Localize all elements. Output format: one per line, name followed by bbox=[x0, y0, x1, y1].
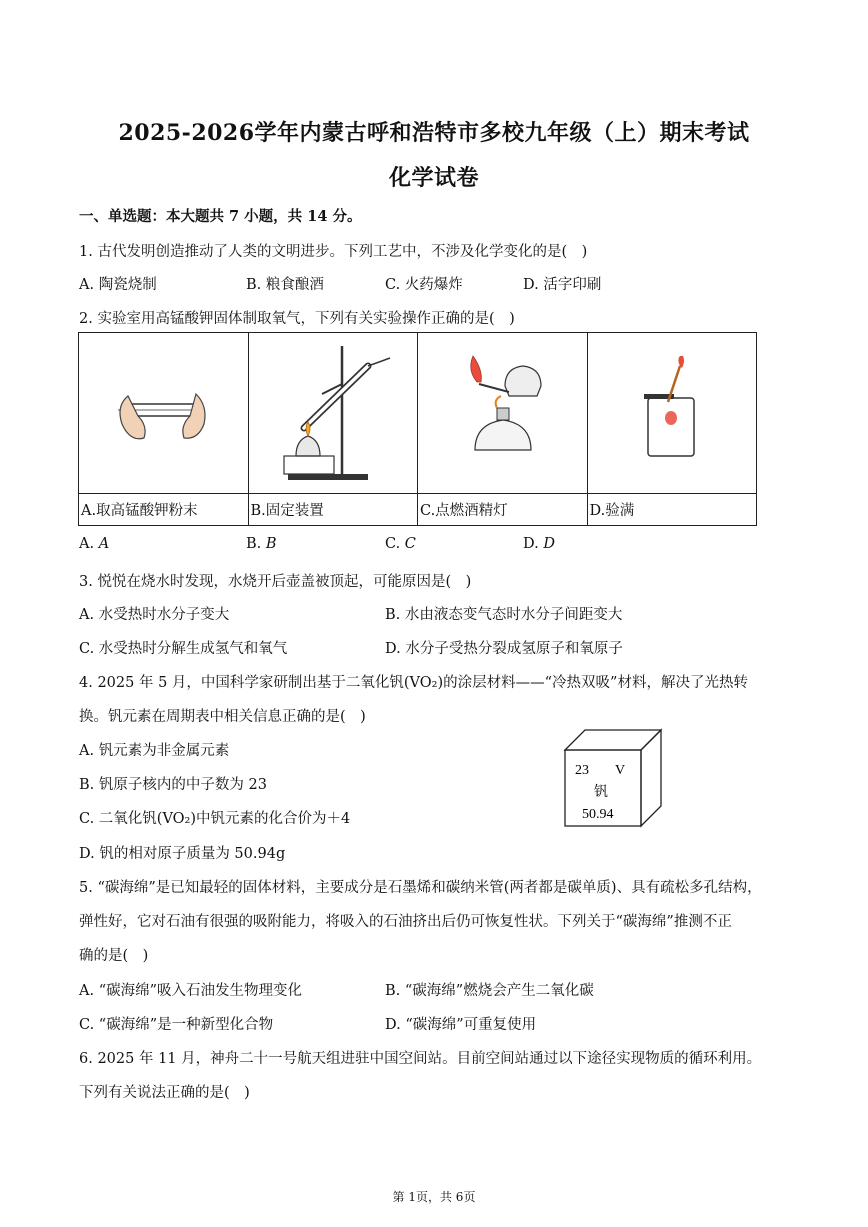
q5-option-d: D. “碳海绵”可重复使用 bbox=[385, 1017, 537, 1033]
element-name: 钒 bbox=[594, 784, 608, 800]
q5-stem-line3: 确的是( ) bbox=[79, 948, 149, 964]
q3-stem: 3. 悦悦在烧水时发现，水烧开后壶盖被顶起，可能原因是( ) bbox=[79, 574, 472, 590]
q3-option-a: A. 水受热时水分子变大 bbox=[79, 607, 230, 623]
q2-stem: 2. 实验室用高锰酸钾固体制取氧气，下列有关实验操作正确的是( ) bbox=[79, 311, 515, 327]
q5-stem-line2: 弹性好，它对石油有很强的吸附能力，将吸入的石油挤出后仍可恢复性状。下列关于“碳海绵”推测不正 bbox=[79, 914, 732, 930]
q2-caption-a: A.取高锰酸钾粉末 bbox=[79, 494, 249, 526]
q2-figure-d bbox=[587, 333, 757, 494]
q1-stem: 1. 古代发明创造推动了人类的文明进步。下列工艺中，不涉及化学变化的是( ) bbox=[79, 244, 588, 260]
q6-stem-line1: 6. 2025 年 11 月，神舟二十一号航天组进驻中国空间站。目前空间站通过以下途径实现物质的循环利用。 bbox=[79, 1051, 762, 1067]
q2-caption-d: D.验满 bbox=[587, 494, 757, 526]
hands-holding-tube-icon bbox=[108, 366, 218, 456]
q1-option-b: B. 粮食酿酒 bbox=[246, 277, 324, 293]
q2-figure-a bbox=[79, 333, 249, 494]
q1-option-c: C. 火药爆炸 bbox=[385, 277, 463, 293]
q2-figure-b bbox=[248, 333, 418, 494]
q5-stem-line1: 5. “碳海绵”是已知最轻的固体材料，主要成分是石墨烯和碳纳米管(两者都是碳单质)、具有疏松多孔结构， bbox=[79, 880, 762, 896]
exam-subtitle: 化学试卷 bbox=[388, 165, 479, 191]
q2-caption-c: C.点燃酒精灯 bbox=[418, 494, 588, 526]
element-atomic-number: 23 bbox=[575, 763, 589, 778]
q6-stem-line2: 下列有关说法正确的是( ) bbox=[79, 1085, 250, 1101]
q4-option-d: D. 钒的相对原子质量为 50.94g bbox=[79, 846, 286, 862]
q5-option-c: C. “碳海绵”是一种新型化合物 bbox=[79, 1017, 274, 1033]
q5-option-b: B. “碳海绵”燃烧会产生二氧化碳 bbox=[385, 983, 594, 999]
q2-caption-b: B.固定装置 bbox=[248, 494, 418, 526]
q2-operations-table bbox=[78, 332, 757, 526]
exam-title: 2025-2026学年内蒙古呼和浩特市多校九年级（上）期末考试 bbox=[118, 120, 750, 146]
q3-option-d: D. 水分子受热分裂成氢原子和氧原子 bbox=[385, 641, 623, 657]
q2-figure-c bbox=[418, 333, 588, 494]
q3-option-b: B. 水由液态变气态时水分子间距变大 bbox=[385, 607, 623, 623]
vanadium-element-cell bbox=[563, 728, 663, 832]
q3-option-c: C. 水受热时分解生成氢气和氧气 bbox=[79, 641, 288, 657]
iron-stand-apparatus-icon bbox=[268, 336, 398, 486]
q2-option-a: A. A bbox=[79, 536, 110, 552]
alcohol-lamps-icon bbox=[447, 346, 557, 476]
q4-option-a: A. 钒元素为非金属元素 bbox=[79, 743, 230, 759]
q4-option-b: B. 钒原子核内的中子数为 23 bbox=[79, 777, 267, 793]
q2-option-b: B. B bbox=[246, 536, 277, 552]
q1-option-a: A. 陶瓷烧制 bbox=[79, 277, 157, 293]
section-heading: 一、单选题：本大题共 7 小题，共 14 分。 bbox=[79, 208, 362, 225]
page-footer: 第 1页，共 6页 bbox=[392, 1190, 476, 1204]
q5-option-a: A. “碳海绵”吸入石油发生物理变化 bbox=[79, 983, 303, 999]
q2-option-d: D. D bbox=[523, 536, 555, 552]
gas-bottle-splint-icon bbox=[632, 356, 712, 466]
q2-option-c: C. C bbox=[385, 536, 416, 552]
q4-stem-line1: 4. 2025 年 5 月，中国科学家研制出基于二氧化钒(VO₂)的涂层材料——“冷热双吸”材料，解决了光热转 bbox=[79, 675, 748, 691]
q4-stem-line2: 换。钒元素在周期表中相关信息正确的是( ) bbox=[79, 709, 366, 725]
q4-option-c: C. 二氧化钒(VO₂)中钒元素的化合价为＋4 bbox=[79, 811, 351, 827]
q1-option-d: D. 活字印刷 bbox=[523, 277, 602, 293]
element-atomic-mass: 50.94 bbox=[582, 807, 614, 822]
element-symbol: V bbox=[615, 763, 626, 778]
